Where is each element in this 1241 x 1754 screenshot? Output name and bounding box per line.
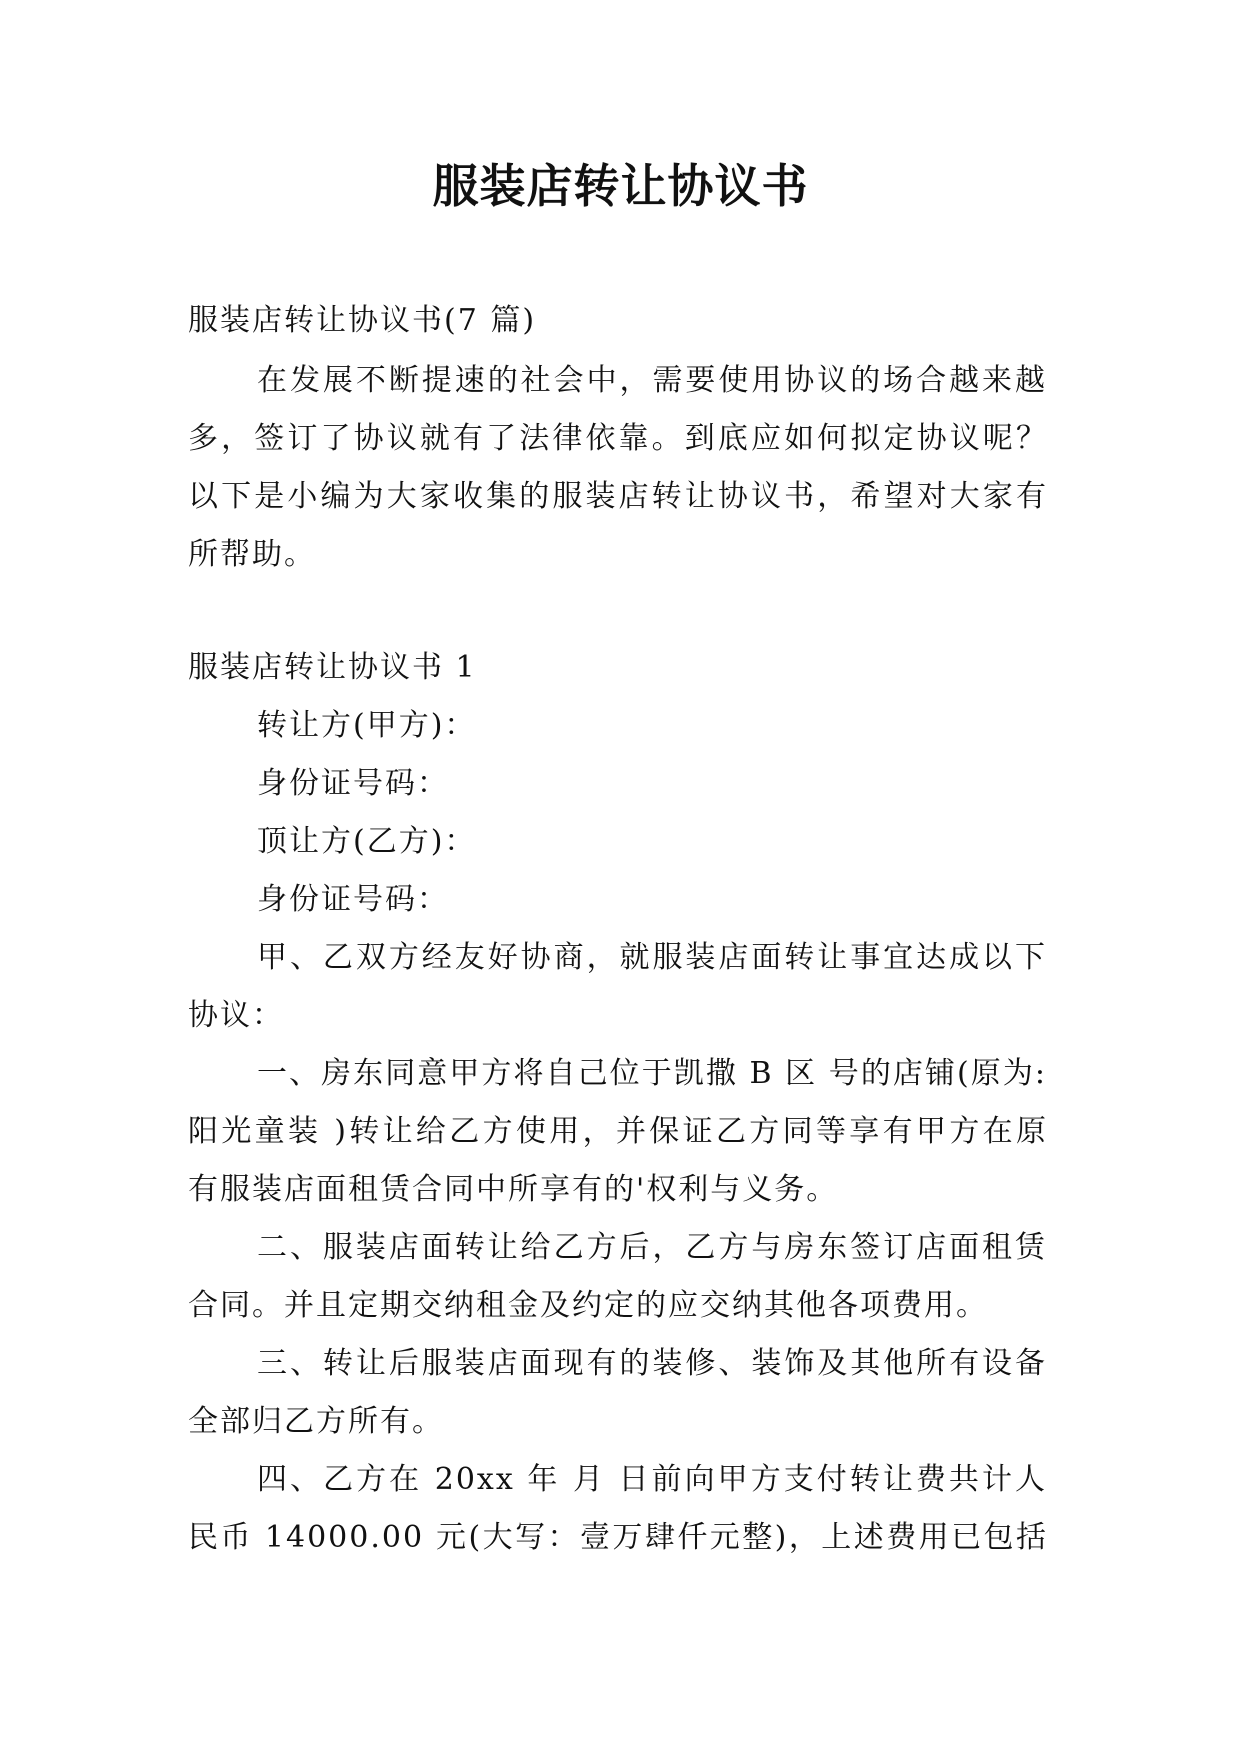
clause4-line-2: 民币 14000.00 元(大写：壹万肆仟元整)，上述费用已包括 bbox=[188, 1520, 1048, 1555]
document-title: 服装店转让协议书 bbox=[432, 159, 809, 213]
clause3-line-1: 三、转让后服装店面现有的装修、装饰及其他所有设备 bbox=[257, 1346, 1047, 1381]
clause4-line-1: 四、乙方在 20xx 年 月 日前向甲方支付转让费共计人 bbox=[257, 1462, 1047, 1497]
party-b-id-label: 身份证号码： bbox=[257, 882, 449, 917]
clause1-line-3: 有服装店面租赁合同中所享有的'权利与义务。 bbox=[188, 1172, 839, 1207]
intro-line-4: 所帮助。 bbox=[188, 537, 316, 572]
party-a-id-label: 身份证号码： bbox=[257, 766, 449, 801]
party-a-label: 转让方(甲方)： bbox=[257, 708, 477, 743]
clause2-line-1: 二、服装店面转让给乙方后，乙方与房东签订店面租赁 bbox=[257, 1230, 1047, 1265]
clause3-line-2: 全部归乙方所有。 bbox=[188, 1404, 444, 1439]
clause1-line-1: 一、房东同意甲方将自己位于凯撒 B 区 号的店铺(原为: bbox=[257, 1056, 1047, 1091]
intro-line-1: 在发展不断提速的社会中，需要使用协议的场合越来越 bbox=[257, 363, 1047, 398]
preamble-line-1: 甲、乙双方经友好协商，就服装店面转让事宜达成以下 bbox=[257, 940, 1047, 975]
intro-line-2: 多，签订了协议就有了法律依靠。到底应如何拟定协议呢？ bbox=[188, 421, 1048, 456]
clause1-line-2: 阳光童装 )转让给乙方使用，并保证乙方同等享有甲方在原 bbox=[188, 1114, 1048, 1149]
intro-line-3: 以下是小编为大家收集的服装店转让协议书，希望对大家有 bbox=[188, 479, 1048, 514]
document-subtitle: 服装店转让协议书(7 篇) bbox=[188, 303, 537, 338]
preamble-line-2: 协议： bbox=[188, 998, 284, 1033]
clause2-line-2: 合同。并且定期交纳租金及约定的应交纳其他各项费用。 bbox=[188, 1288, 988, 1323]
section1-heading: 服装店转让协议书 1 bbox=[188, 650, 477, 685]
party-b-label: 顶让方(乙方)： bbox=[257, 824, 477, 859]
